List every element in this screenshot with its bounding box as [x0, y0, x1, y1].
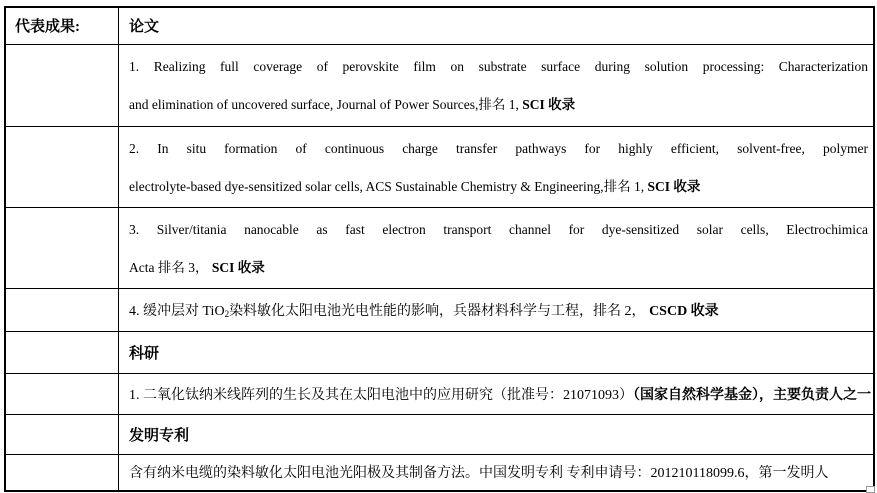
text-segment: 1. 二氧化钛纳米线阵列的生长及其在太阳电池中的应用研究（批准号：21071093） — [129, 387, 633, 403]
label-column-cell[interactable] — [5, 331, 119, 373]
label-column-cell[interactable] — [5, 414, 119, 454]
paper-3-cell[interactable] — [119, 207, 875, 288]
text-segment: SCI 收录 — [647, 178, 701, 194]
text-segment: electrolyte-based dye-sensitized solar cells, ACS Sustainable Chemistry & Engineering,排名 1, — [129, 178, 648, 194]
text-segment: SCI 收录 — [211, 259, 265, 275]
text-segment: CSCD 收录 — [649, 303, 719, 319]
section-papers-row — [5, 7, 874, 44]
text-segment: 3. Silver/titania nanocable as fast electron transport channel for dye-sensitized solar cells, Electrochimica — [129, 221, 868, 237]
paper-2-cell[interactable] — [119, 126, 875, 207]
paper-2-line-2 — [129, 168, 868, 206]
text-segment: （国家自然科学基金），主要负责人之一 — [633, 387, 871, 403]
paper-1-cell[interactable] — [119, 44, 875, 126]
text-segment: 染料敏化太阳电池光电性能的影响，兵器材料科学与工程，排名 2， — [229, 303, 650, 319]
paper-2-line-1 — [129, 130, 868, 168]
achievements-table-body — [5, 7, 874, 491]
research-1-line-1 — [129, 384, 871, 404]
section-papers-cell[interactable] — [119, 7, 875, 44]
table-resize-handle[interactable] — [866, 486, 875, 493]
text-segment: 论文 — [129, 19, 160, 36]
paper-3-row — [5, 207, 874, 288]
paper-2-row — [5, 126, 874, 207]
paper-1-line-2 — [129, 86, 868, 124]
label-column-cell[interactable] — [5, 454, 119, 491]
label-column-cell[interactable] — [5, 288, 119, 331]
paper-4-row — [5, 288, 874, 331]
label-column-cell[interactable] — [5, 207, 119, 288]
patent-1-line-1 — [129, 462, 868, 482]
text-segment: 1. Realizing full coverage of perovskite film on substrate surface during solution processing: Characterization — [129, 58, 868, 74]
label-column-cell[interactable] — [5, 44, 119, 126]
text-segment: SCI 收录 — [522, 96, 576, 112]
text-segment: and elimination of uncovered surface, Journal of Power Sources,排名 1, — [129, 96, 523, 112]
paper-4-cell[interactable] — [119, 288, 875, 331]
research-1-row — [5, 373, 874, 414]
text-segment: 含有纳米电缆的染料敏化太阳电池光阳极及其制备方法。中国发明专利 专利申请号：201210118099.6，第一发明人 — [129, 466, 829, 482]
section-research-row — [5, 331, 874, 373]
patent-1-cell[interactable] — [119, 454, 875, 491]
text-segment: 发明专利 — [129, 427, 190, 444]
achievements-table — [4, 6, 875, 492]
text-segment: 2 — [224, 308, 230, 319]
section-patents-line-1 — [129, 424, 868, 445]
text-segment: 4. 缓冲层对 TiO — [129, 303, 225, 319]
paper-1-row — [5, 44, 874, 126]
section-research-cell[interactable] — [119, 331, 875, 373]
section-research-line-1 — [129, 342, 868, 363]
text-segment: Acta 排名 3， — [129, 259, 212, 275]
label-column-cell[interactable] — [5, 126, 119, 207]
research-1-cell[interactable] — [119, 373, 875, 414]
label-column-cell[interactable] — [5, 7, 119, 44]
label-column-cell[interactable] — [5, 373, 119, 414]
section-patents-row — [5, 414, 874, 454]
text-segment: 科研 — [129, 345, 160, 362]
section-papers-line-1 — [129, 15, 868, 36]
text-segment: 2. In situ formation of continuous charge transfer pathways for highly efficient, solvent-free, polymer — [129, 140, 868, 156]
paper-4-line-1 — [129, 300, 868, 320]
patent-1-row — [5, 454, 874, 491]
paper-3-line-2 — [129, 249, 868, 287]
paper-1-line-1 — [129, 48, 868, 86]
paper-3-line-1 — [129, 211, 868, 249]
section-patents-cell[interactable] — [119, 414, 875, 454]
table-row-label: 代表成果: — [15, 19, 80, 36]
